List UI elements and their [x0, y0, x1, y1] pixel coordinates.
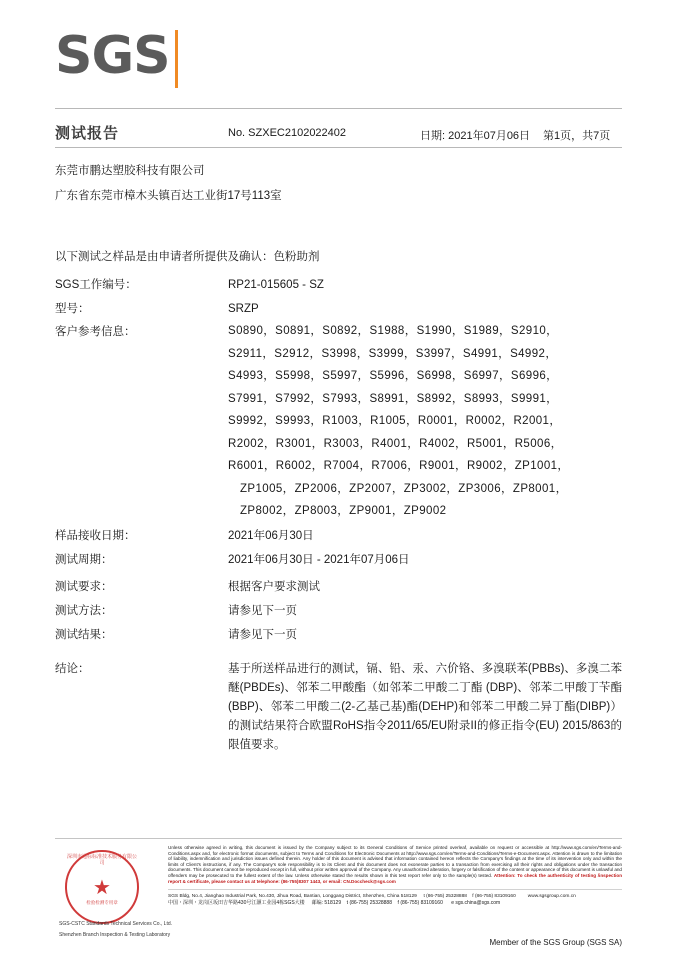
field-label-conclusion: 结论： — [55, 663, 90, 675]
tel-en: t (86-755) 25328888 — [423, 894, 467, 899]
company-seal — [57, 848, 173, 938]
customer-reference-line: S7991，S7992，S7993，S8991，S8992，S8993，S9991， — [228, 392, 559, 405]
member-statement: Member of the SGS Group (SGS SA) — [489, 938, 622, 947]
footer-address-divider — [168, 889, 622, 890]
field-value-received-date: 2021年06月30日 — [228, 530, 314, 542]
seal-label-en: SGS-CSTC Standards Technical Services Co., Ltd. — [59, 921, 173, 927]
field-label-test-method: 测试方法： — [55, 605, 113, 617]
sgs-logo-text: SGS — [55, 26, 170, 86]
field-label-model: 型号： — [55, 303, 90, 315]
legal-attention: Attention: To check the authenticity of testing /inspection report & certificate, please contact us at telephone: (86-755)8307 1443, or email: CN.Doccheck@sgs.com — [168, 872, 623, 884]
conclusion-text: 基于所送样品进行的测试，镉、铅、汞、六价铬、多溴联苯(PBBs)、多溴二苯醚(PBDEs)、邻苯二甲酸酯（如邻苯二甲酸二丁酯 (DBP)、邻苯二甲酸丁苄酯(BBP)、邻苯二甲酸二(2-乙基己基)酯(DEHP)和邻苯二甲酸二异丁酯(DIBP)）的测试结果符合欧盟RoHS指令2011/65/EU附录II的修正指令(EU) 2015/863的限值要求。 — [228, 663, 622, 751]
customer-reference-line: S4993，S5998，S5997，S5996，S6998，S6997，S6996， — [228, 370, 559, 382]
field-label-test-period: 测试周期： — [55, 554, 113, 566]
postcode-cn: 邮编: 518129 — [311, 900, 342, 907]
footer-address — [168, 893, 622, 908]
fax-en: f (86-755) 83109160 — [472, 894, 516, 899]
footer-divider — [55, 838, 622, 839]
tel-cn: t (86-755) 25328888 — [346, 900, 392, 907]
legal-disclaimer — [168, 845, 622, 884]
legal-body: Unless otherwise agreed in writing, this document is issued by the Company subject to its General Conditions of Service printed overleaf, available on request or accessible at http://www.sgs.com/en/Terms-and-Conditions.aspx and, for electronic format documents, subject to Terms and Conditions for Electronic Documents at http://www.sgs.com/en/Terms-and-Conditions/Terms-e-Document.aspx. Attention is drawn to the limitation of liability, indemnification and jurisdiction issues defined therein. Any holder of this document is advised that information contained hereon reflects the Company's findings at the time of its intervention only and within the limits of Client's instructions, if any. The Company's sole responsibility is to its Client and this document does not exonerate parties to a transaction from exercising all their rights and obligations under the transaction documents. This document cannot be reproduced except in full, without prior written approval of the Company. Any unauthorized alteration, forgery or falsification of the content or appearance of this document is unlawful and offenders may be prosecuted to the fullest extent of the law. Unless otherwise stated the results shown in this test report refer only to the sample(s) tested. — [168, 845, 622, 878]
client-company: 东莞市鹏达塑胶科技有限公司 — [55, 165, 205, 177]
footer-address-row-cn — [168, 900, 622, 907]
address-en: SGS Bldg, No.4, Jianghao Industrial Park, No.430, Jihua Road, Bantian, Longgang District, Shenzhen, China 518129 — [168, 894, 417, 899]
website: www.sgsgroup.com.cn — [527, 894, 576, 899]
customer-reference-line: S2911，S2912，S3998，S3999，S3997，S4991，S4992， — [228, 347, 558, 360]
title-divider — [55, 108, 622, 109]
sgs-logo — [55, 28, 205, 90]
page-count: 第1页，共7页 — [543, 130, 611, 142]
client-address: 广东省东莞市樟木头镇百达工业街17号113室 — [55, 190, 282, 202]
field-label-test-result: 测试结果： — [55, 629, 113, 641]
customer-reference-line: ZP8002，ZP8003，ZP9001，ZP9002 — [240, 505, 447, 517]
field-value-job-no: RP21-015605 - SZ — [228, 279, 324, 291]
customer-reference-line: R2002，R3001，R3003，R4001，R4002，R5001，R5006， — [228, 437, 563, 450]
report-number: No. SZXEC2102022402 — [228, 127, 347, 139]
star-icon: ★ — [93, 877, 111, 899]
seal-bottom-text: 检验检测专用章 — [86, 900, 118, 905]
customer-reference-line: ZP1005，ZP2006，ZP2007，ZP3002，ZP3006，ZP8001， — [240, 482, 568, 495]
field-label-test-requirement: 测试要求： — [55, 581, 113, 593]
sgs-logo-bar — [175, 30, 178, 88]
header-divider — [55, 147, 622, 148]
field-value-test-requirement: 根据客户要求测试 — [228, 581, 320, 593]
field-value-test-result: 请参见下一页 — [228, 629, 297, 641]
field-label-customer-reference: 客户参考信息： — [55, 326, 136, 338]
customer-reference-list — [228, 320, 628, 523]
sample-statement: 以下测试之样品是由申请者所提供及确认：色粉助剂 — [55, 251, 320, 263]
customer-reference-line: S9992，S9993，R1003，R1005，R0001，R0002，R2001， — [228, 415, 562, 427]
customer-reference-line: R6001，R6002，R7004，R7006，R9001，R9002，ZP1001， — [228, 460, 570, 472]
field-label-received-date: 样品接收日期： — [55, 530, 136, 542]
field-value-test-period: 2021年06月30日 - 2021年07月06日 — [228, 554, 410, 566]
field-value-test-method: 请参见下一页 — [228, 605, 297, 617]
report-date: 日期: 2021年07月06日 — [420, 130, 531, 142]
seal-ring-text: 深圳市通标标准技术服务有限公司 — [67, 854, 138, 866]
fax-cn: f (86-755) 83109160 — [397, 900, 443, 907]
seal-label-en-2: Shenzhen Branch Inspection & Testing Laboratory — [59, 932, 171, 938]
customer-reference-line: S0890，S0891，S0892，S1988，S1990，S1989，S2910， — [228, 325, 559, 337]
field-value-model: SRZP — [228, 303, 259, 315]
page-title: 测试报告 — [55, 125, 120, 142]
email-cn: e sgs.china@sgs.com — [451, 900, 501, 907]
address-cn: 中国・深圳・龙岗区坂田吉华路430号江灏工业园4栋SGS大楼 — [168, 900, 305, 907]
field-label-job-no: SGS工作编号： — [55, 279, 137, 291]
